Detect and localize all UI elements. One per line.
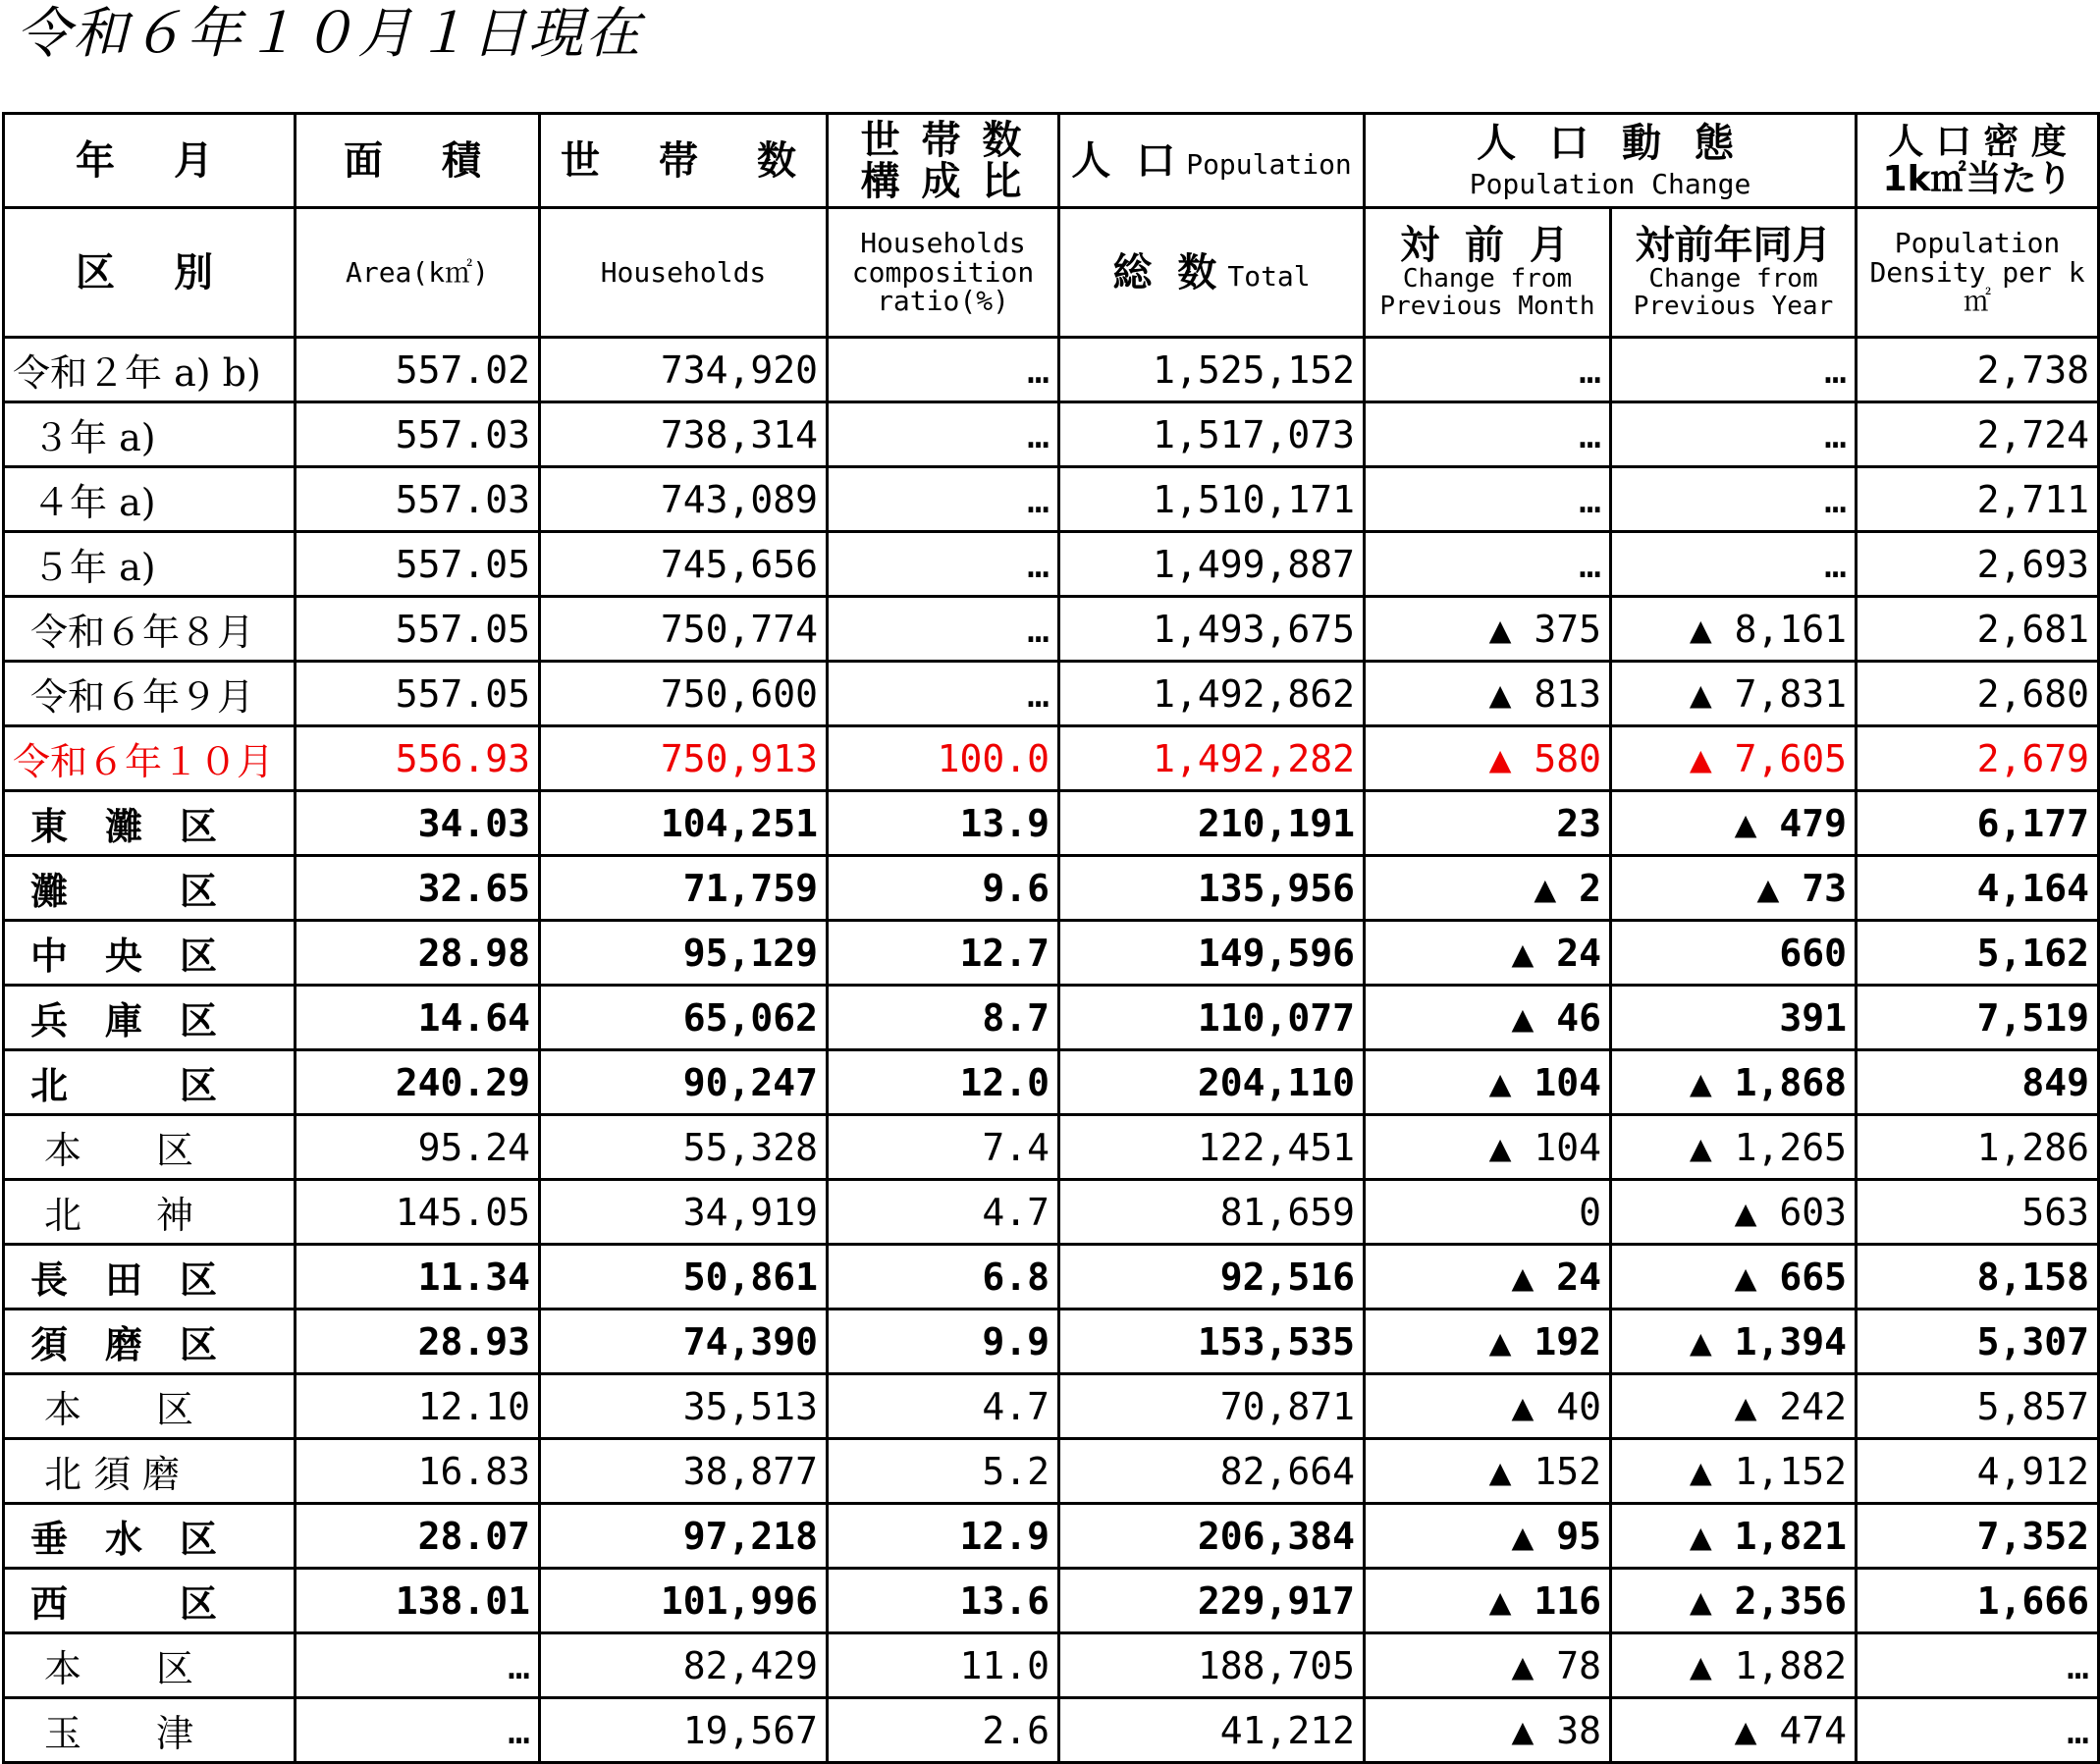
total-cell: 82,664: [1059, 1439, 1365, 1504]
category-cell: 中 央 区: [4, 921, 296, 986]
category-cell: 垂 水 区: [4, 1504, 296, 1569]
prev-year-cell: ▲ 1,265: [1611, 1115, 1857, 1180]
category-cell: 本 区: [4, 1115, 296, 1180]
prev-year-cell: ▲ 242: [1611, 1374, 1857, 1439]
ratio-cell: 5.2: [828, 1439, 1059, 1504]
households-cell: 55,328: [540, 1115, 828, 1180]
area-cell: 557.05: [296, 597, 540, 662]
prev-month-cell: ▲ 104: [1365, 1050, 1611, 1115]
prev-month-cell: ▲ 116: [1365, 1569, 1611, 1633]
category-cell: 東 灘 区: [4, 791, 296, 856]
category-cell: 玉 津: [4, 1698, 296, 1763]
category-cell: 令和６年９月: [4, 662, 296, 726]
category-cell: 令和６年１０月: [4, 726, 296, 791]
header-population: 人 口 Population: [1059, 114, 1365, 208]
households-cell: 750,600: [540, 662, 828, 726]
households-cell: 65,062: [540, 986, 828, 1050]
ratio-cell: 4.7: [828, 1374, 1059, 1439]
prev-month-cell: ▲ 38: [1365, 1698, 1611, 1763]
prev-year-cell: …: [1611, 338, 1857, 402]
header-row-2: [4, 208, 2099, 338]
households-cell: 19,567: [540, 1698, 828, 1763]
table-row: [4, 1633, 2099, 1698]
total-cell: 41,212: [1059, 1698, 1365, 1763]
households-cell: 743,089: [540, 467, 828, 532]
prev-month-cell: ▲ 95: [1365, 1504, 1611, 1569]
prev-month-cell: …: [1365, 467, 1611, 532]
area-cell: 240.29: [296, 1050, 540, 1115]
table-row: [4, 338, 2099, 402]
area-cell: 16.83: [296, 1439, 540, 1504]
area-cell: …: [296, 1633, 540, 1698]
households-cell: 90,247: [540, 1050, 828, 1115]
density-cell: 5,307: [1857, 1310, 2099, 1374]
prev-month-cell: ▲ 46: [1365, 986, 1611, 1050]
households-cell: 34,919: [540, 1180, 828, 1245]
header-prev-year: 対前年同月 Change from Previous Year: [1611, 208, 1857, 338]
category-cell: 令和６年８月: [4, 597, 296, 662]
density-cell: 2,724: [1857, 402, 2099, 467]
header-total: 総 数 Total: [1059, 208, 1365, 338]
ratio-cell: …: [828, 338, 1059, 402]
population-statistics-table: [2, 112, 2100, 1764]
ratio-cell: …: [828, 597, 1059, 662]
table-row: [4, 1115, 2099, 1180]
households-cell: 101,996: [540, 1569, 828, 1633]
table-row: [4, 726, 2099, 791]
header-prev-month: 対 前 月 Change from Previous Month: [1365, 208, 1611, 338]
total-cell: 122,451: [1059, 1115, 1365, 1180]
table-row: [4, 402, 2099, 467]
total-cell: 70,871: [1059, 1374, 1365, 1439]
prev-month-cell: ▲ 580: [1365, 726, 1611, 791]
area-cell: 32.65: [296, 856, 540, 921]
prev-year-cell: ▲ 73: [1611, 856, 1857, 921]
table-row: [4, 921, 2099, 986]
prev-month-cell: …: [1365, 338, 1611, 402]
area-cell: 138.01: [296, 1569, 540, 1633]
ratio-cell: 6.8: [828, 1245, 1059, 1310]
ratio-cell: 9.9: [828, 1310, 1059, 1374]
table-row: [4, 1439, 2099, 1504]
header-composition-en: Households composition ratio(%): [828, 208, 1059, 338]
category-cell: 灘 区: [4, 856, 296, 921]
table-row: [4, 662, 2099, 726]
prev-year-cell: ▲ 7,831: [1611, 662, 1857, 726]
total-cell: 135,956: [1059, 856, 1365, 921]
density-cell: 2,679: [1857, 726, 2099, 791]
area-cell: 28.93: [296, 1310, 540, 1374]
ratio-cell: 9.6: [828, 856, 1059, 921]
households-cell: 104,251: [540, 791, 828, 856]
households-cell: 35,513: [540, 1374, 828, 1439]
ratio-cell: 8.7: [828, 986, 1059, 1050]
ratio-cell: …: [828, 532, 1059, 597]
prev-month-cell: ▲ 24: [1365, 921, 1611, 986]
households-cell: 734,920: [540, 338, 828, 402]
area-cell: 11.34: [296, 1245, 540, 1310]
table-row: [4, 467, 2099, 532]
table-row: [4, 1504, 2099, 1569]
density-cell: 6,177: [1857, 791, 2099, 856]
area-cell: 145.05: [296, 1180, 540, 1245]
area-cell: 557.03: [296, 402, 540, 467]
ratio-cell: …: [828, 662, 1059, 726]
table-row: [4, 986, 2099, 1050]
prev-year-cell: …: [1611, 402, 1857, 467]
total-cell: 206,384: [1059, 1504, 1365, 1569]
prev-month-cell: 23: [1365, 791, 1611, 856]
ratio-cell: 11.0: [828, 1633, 1059, 1698]
ratio-cell: 12.0: [828, 1050, 1059, 1115]
density-cell: 563: [1857, 1180, 2099, 1245]
total-cell: 188,705: [1059, 1633, 1365, 1698]
prev-month-cell: 0: [1365, 1180, 1611, 1245]
density-cell: 2,693: [1857, 532, 2099, 597]
total-cell: 153,535: [1059, 1310, 1365, 1374]
header-households: 世 帯 数: [540, 114, 828, 208]
ratio-cell: 13.6: [828, 1569, 1059, 1633]
prev-year-cell: ▲ 1,394: [1611, 1310, 1857, 1374]
table-row: [4, 1374, 2099, 1439]
page-title: 令和６年１０月１日現在: [16, 2, 642, 66]
households-cell: 38,877: [540, 1439, 828, 1504]
households-cell: 95,129: [540, 921, 828, 986]
prev-year-cell: ▲ 7,605: [1611, 726, 1857, 791]
area-cell: 12.10: [296, 1374, 540, 1439]
ratio-cell: …: [828, 467, 1059, 532]
area-cell: 557.05: [296, 662, 540, 726]
category-cell: 兵 庫 区: [4, 986, 296, 1050]
total-cell: 1,492,282: [1059, 726, 1365, 791]
total-cell: 1,492,862: [1059, 662, 1365, 726]
households-cell: 745,656: [540, 532, 828, 597]
households-cell: 97,218: [540, 1504, 828, 1569]
prev-year-cell: 391: [1611, 986, 1857, 1050]
households-cell: 71,759: [540, 856, 828, 921]
table-row: [4, 1245, 2099, 1310]
households-cell: 74,390: [540, 1310, 828, 1374]
total-cell: 149,596: [1059, 921, 1365, 986]
table-row: [4, 1050, 2099, 1115]
table-row: [4, 791, 2099, 856]
prev-year-cell: ▲ 1,882: [1611, 1633, 1857, 1698]
total-cell: 229,917: [1059, 1569, 1365, 1633]
prev-month-cell: ▲ 375: [1365, 597, 1611, 662]
area-cell: 556.93: [296, 726, 540, 791]
area-cell: 95.24: [296, 1115, 540, 1180]
category-cell: 北 区: [4, 1050, 296, 1115]
category-cell: 本 区: [4, 1374, 296, 1439]
header-composition: 世 帯 数 構 成 比: [828, 114, 1059, 208]
table-row: [4, 532, 2099, 597]
density-cell: 5,857: [1857, 1374, 2099, 1439]
category-cell: 須 磨 区: [4, 1310, 296, 1374]
total-cell: 1,499,887: [1059, 532, 1365, 597]
prev-month-cell: …: [1365, 532, 1611, 597]
category-cell: 本 区: [4, 1633, 296, 1698]
prev-year-cell: ▲ 1,821: [1611, 1504, 1857, 1569]
total-cell: 92,516: [1059, 1245, 1365, 1310]
density-cell: 2,711: [1857, 467, 2099, 532]
density-cell: 2,681: [1857, 597, 2099, 662]
prev-month-cell: ▲ 78: [1365, 1633, 1611, 1698]
area-cell: 28.07: [296, 1504, 540, 1569]
total-cell: 1,525,152: [1059, 338, 1365, 402]
category-cell: 北 須 磨: [4, 1439, 296, 1504]
prev-year-cell: ▲ 8,161: [1611, 597, 1857, 662]
ratio-cell: 12.7: [828, 921, 1059, 986]
prev-year-cell: ▲ 1,868: [1611, 1050, 1857, 1115]
area-cell: 28.98: [296, 921, 540, 986]
area-cell: 557.03: [296, 467, 540, 532]
area-cell: …: [296, 1698, 540, 1763]
ratio-cell: 2.6: [828, 1698, 1059, 1763]
density-cell: 1,286: [1857, 1115, 2099, 1180]
category-cell: ５年 a): [4, 532, 296, 597]
header-households-en: Households: [540, 208, 828, 338]
prev-year-cell: ▲ 665: [1611, 1245, 1857, 1310]
header-density: 人 口 密 度 1k㎡当たり: [1857, 114, 2099, 208]
header-area-en: Area(k㎡): [296, 208, 540, 338]
category-cell: 令和２年 a) b): [4, 338, 296, 402]
header-year-month: 年 月: [4, 114, 296, 208]
households-cell: 750,774: [540, 597, 828, 662]
ratio-cell: 100.0: [828, 726, 1059, 791]
prev-month-cell: ▲ 24: [1365, 1245, 1611, 1310]
area-cell: 557.05: [296, 532, 540, 597]
category-cell: 西 区: [4, 1569, 296, 1633]
total-cell: 81,659: [1059, 1180, 1365, 1245]
ratio-cell: 7.4: [828, 1115, 1059, 1180]
density-cell: 4,912: [1857, 1439, 2099, 1504]
density-cell: 1,666: [1857, 1569, 2099, 1633]
area-cell: 14.64: [296, 986, 540, 1050]
prev-year-cell: …: [1611, 532, 1857, 597]
table-row: [4, 1310, 2099, 1374]
density-cell: …: [1857, 1633, 2099, 1698]
ratio-cell: 13.9: [828, 791, 1059, 856]
header-category: 区 別: [4, 208, 296, 338]
table-row: [4, 856, 2099, 921]
density-cell: 2,680: [1857, 662, 2099, 726]
density-cell: 7,519: [1857, 986, 2099, 1050]
density-cell: 7,352: [1857, 1504, 2099, 1569]
density-cell: 4,164: [1857, 856, 2099, 921]
prev-year-cell: ▲ 603: [1611, 1180, 1857, 1245]
prev-year-cell: 660: [1611, 921, 1857, 986]
households-cell: 50,861: [540, 1245, 828, 1310]
table-row: [4, 1698, 2099, 1763]
density-cell: 2,738: [1857, 338, 2099, 402]
total-cell: 110,077: [1059, 986, 1365, 1050]
total-cell: 1,493,675: [1059, 597, 1365, 662]
prev-year-cell: …: [1611, 467, 1857, 532]
total-cell: 1,510,171: [1059, 467, 1365, 532]
total-cell: 204,110: [1059, 1050, 1365, 1115]
header-row-1: [4, 114, 2099, 208]
prev-year-cell: ▲ 479: [1611, 791, 1857, 856]
total-cell: 1,517,073: [1059, 402, 1365, 467]
category-cell: 長 田 区: [4, 1245, 296, 1310]
density-cell: 849: [1857, 1050, 2099, 1115]
prev-month-cell: ▲ 152: [1365, 1439, 1611, 1504]
ratio-cell: 12.9: [828, 1504, 1059, 1569]
category-cell: ３年 a): [4, 402, 296, 467]
prev-month-cell: ▲ 192: [1365, 1310, 1611, 1374]
header-density-en: Population Density per k㎡: [1857, 208, 2099, 338]
total-cell: 210,191: [1059, 791, 1365, 856]
prev-year-cell: ▲ 1,152: [1611, 1439, 1857, 1504]
ratio-cell: …: [828, 402, 1059, 467]
area-cell: 557.02: [296, 338, 540, 402]
prev-year-cell: ▲ 2,356: [1611, 1569, 1857, 1633]
prev-year-cell: ▲ 474: [1611, 1698, 1857, 1763]
header-area: 面 積: [296, 114, 540, 208]
header-population-change: 人 口 動 態 Population Change: [1365, 114, 1857, 208]
prev-month-cell: ▲ 2: [1365, 856, 1611, 921]
category-cell: 北 神: [4, 1180, 296, 1245]
category-cell: ４年 a): [4, 467, 296, 532]
density-cell: …: [1857, 1698, 2099, 1763]
area-cell: 34.03: [296, 791, 540, 856]
prev-month-cell: ▲ 40: [1365, 1374, 1611, 1439]
density-cell: 8,158: [1857, 1245, 2099, 1310]
prev-month-cell: ▲ 104: [1365, 1115, 1611, 1180]
prev-month-cell: …: [1365, 402, 1611, 467]
ratio-cell: 4.7: [828, 1180, 1059, 1245]
households-cell: 738,314: [540, 402, 828, 467]
table-row: [4, 1569, 2099, 1633]
households-cell: 750,913: [540, 726, 828, 791]
table-row: [4, 1180, 2099, 1245]
table-row: [4, 597, 2099, 662]
density-cell: 5,162: [1857, 921, 2099, 986]
prev-month-cell: ▲ 813: [1365, 662, 1611, 726]
households-cell: 82,429: [540, 1633, 828, 1698]
